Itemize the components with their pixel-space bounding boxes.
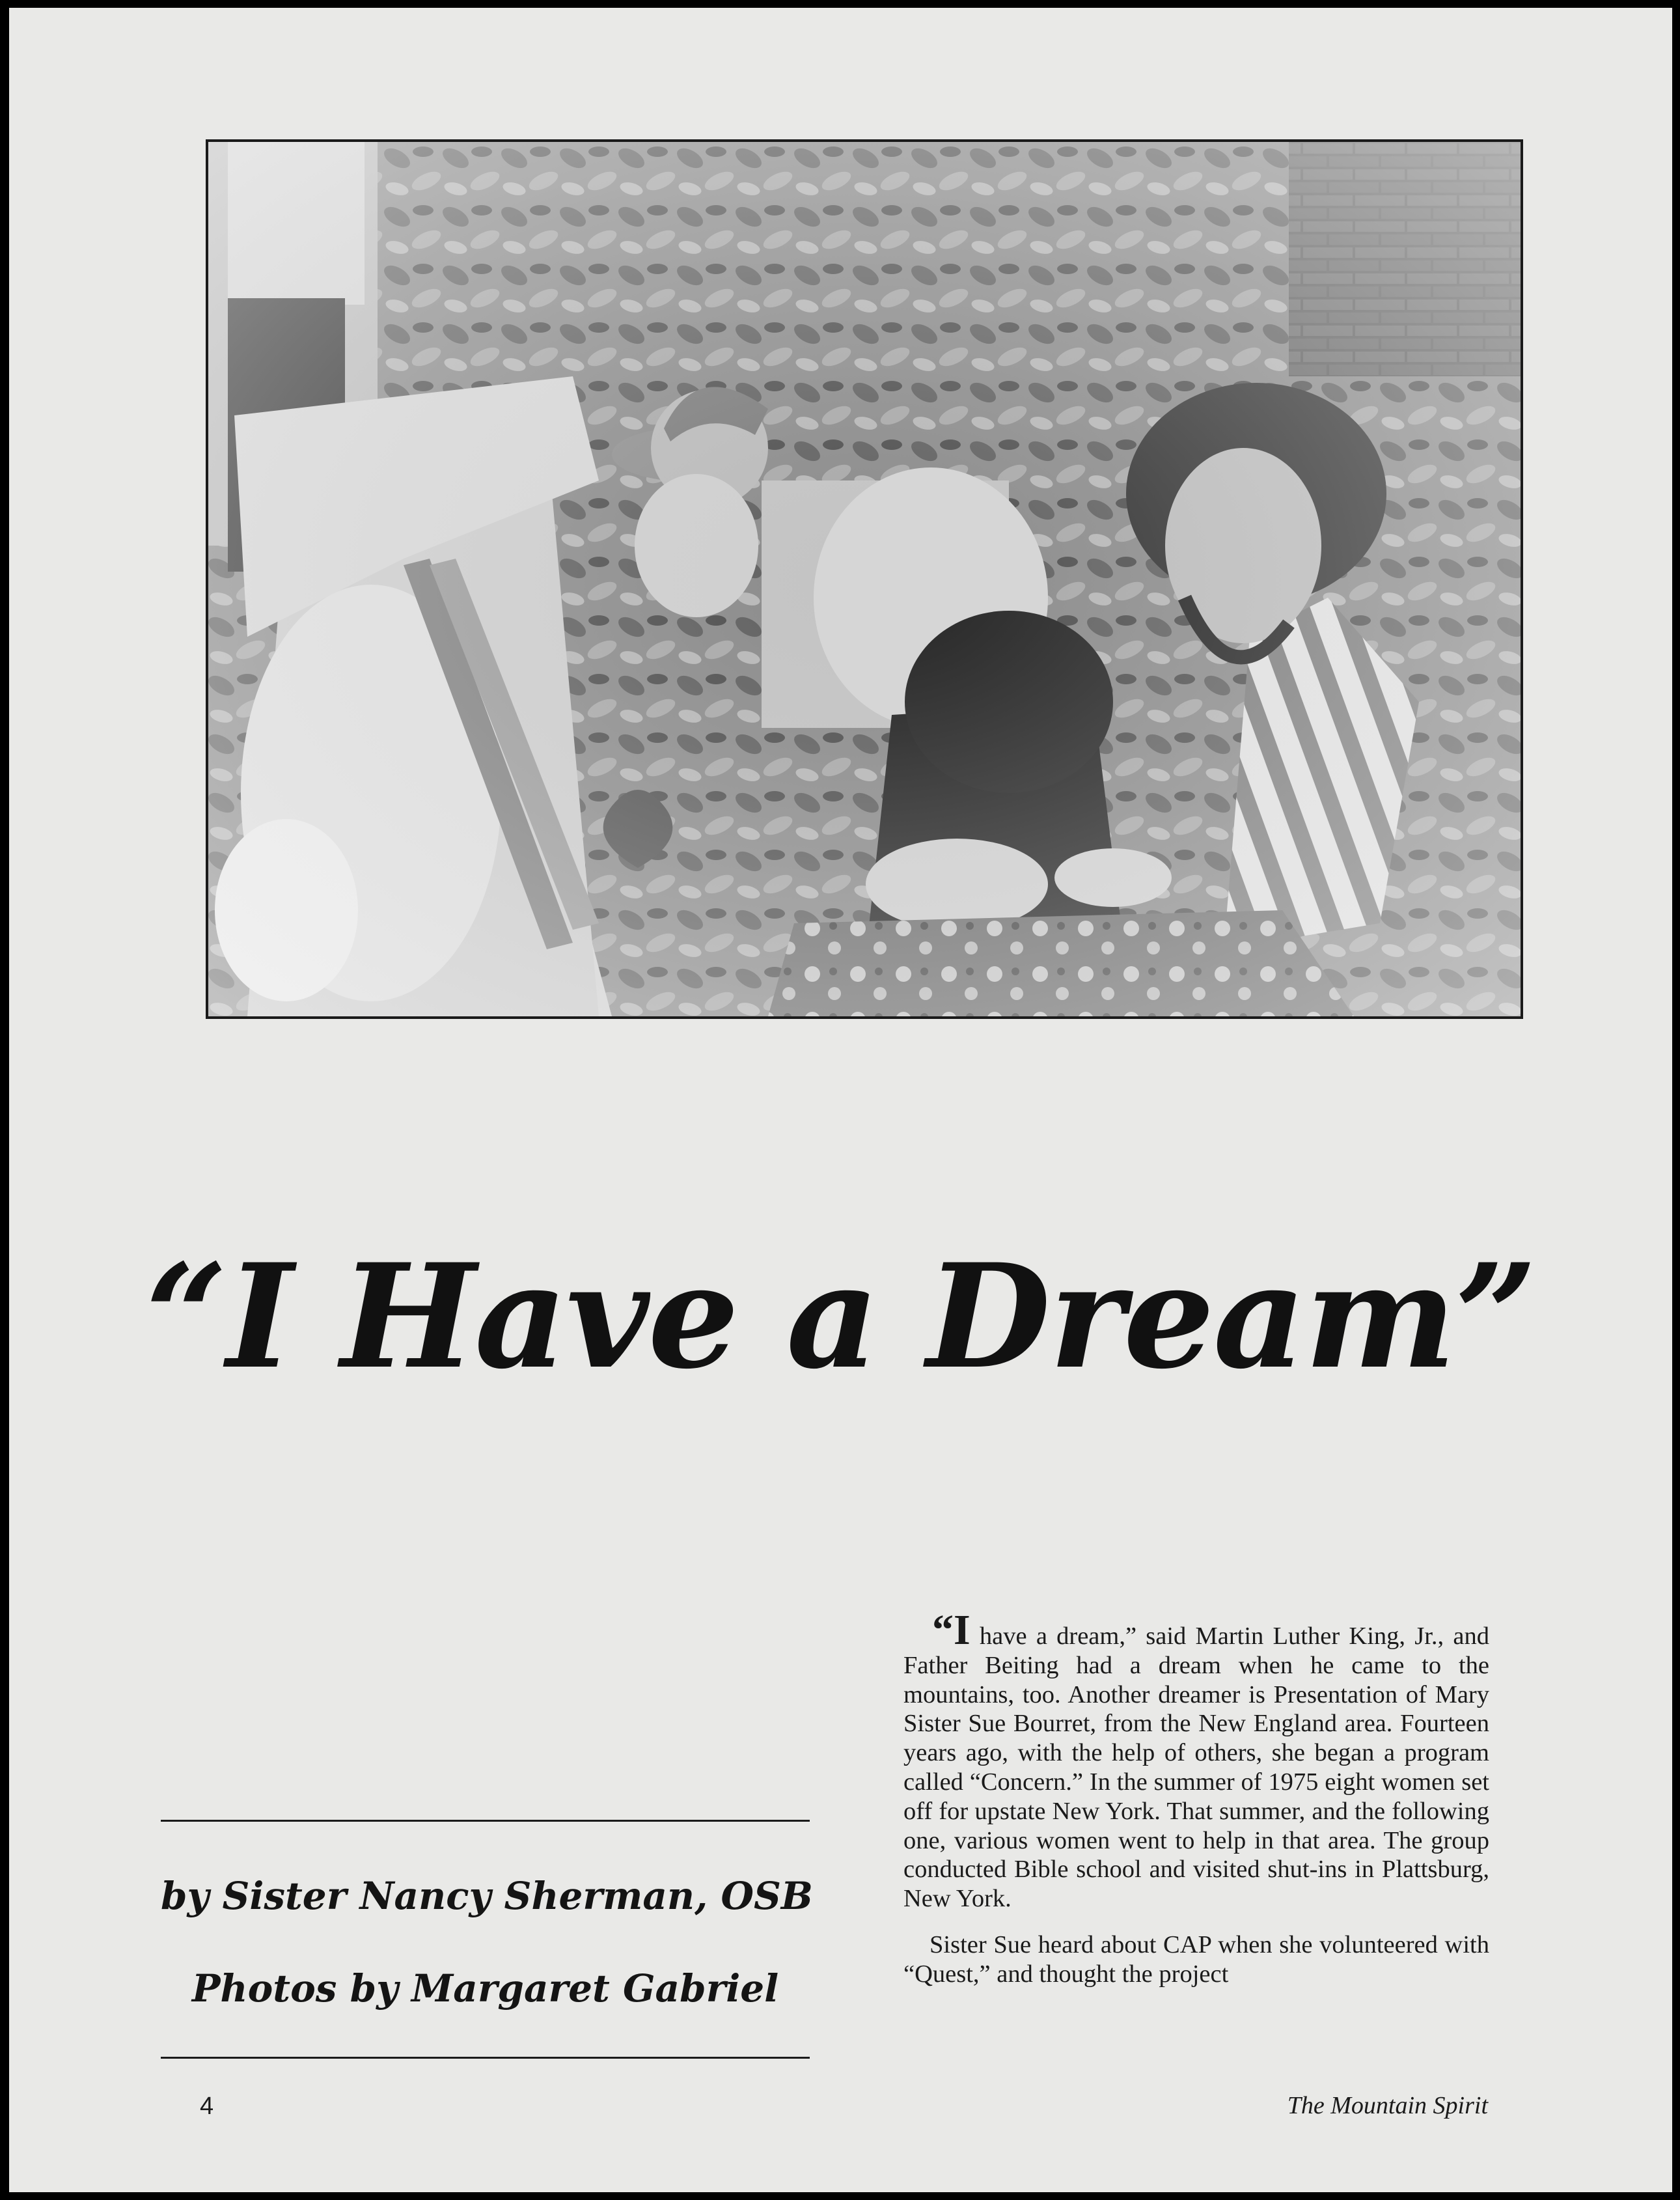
page-number: 4 xyxy=(200,2093,214,2120)
publication-name: The Mountain Spirit xyxy=(1287,2092,1488,2119)
body-paragraph-2: Sister Sue heard about CAP when she volunteered with “Quest,” and thought the project xyxy=(903,1930,1489,1988)
magazine-page xyxy=(9,8,1672,2192)
photo-credit: Photos by Margaret Gabriel xyxy=(191,1966,779,2011)
article-photo xyxy=(206,139,1523,1019)
byline-bottom-rule xyxy=(161,2057,810,2059)
byline-top-rule xyxy=(161,1820,810,1822)
article-body xyxy=(903,1606,1489,1989)
article-headline: “I Have a Dream” xyxy=(145,1232,1536,1400)
body-paragraph-1 xyxy=(903,1606,1489,1914)
drop-cap: “I xyxy=(932,1606,971,1654)
author-byline: by Sister Nancy Sherman, OSB xyxy=(161,1874,813,1918)
photo-garden-scene-icon xyxy=(208,142,1521,1016)
paragraph-1-text: have a dream,” said Martin Luther King, Jr., and Father Beiting had a dream when he came to the mountains, too. Another dreamer is Presentation of Mary Sister Sue Bourret, from the New England area. Fourteen years ago, with the help of others, she began a program called “Concern.” In the summer of 1975 eight women set off for upstate New York. That summer, and the following one, various women went to help in that area. The group conducted Bible school and visited shut-ins in Plattsburg, New York. xyxy=(903,1622,1489,1913)
